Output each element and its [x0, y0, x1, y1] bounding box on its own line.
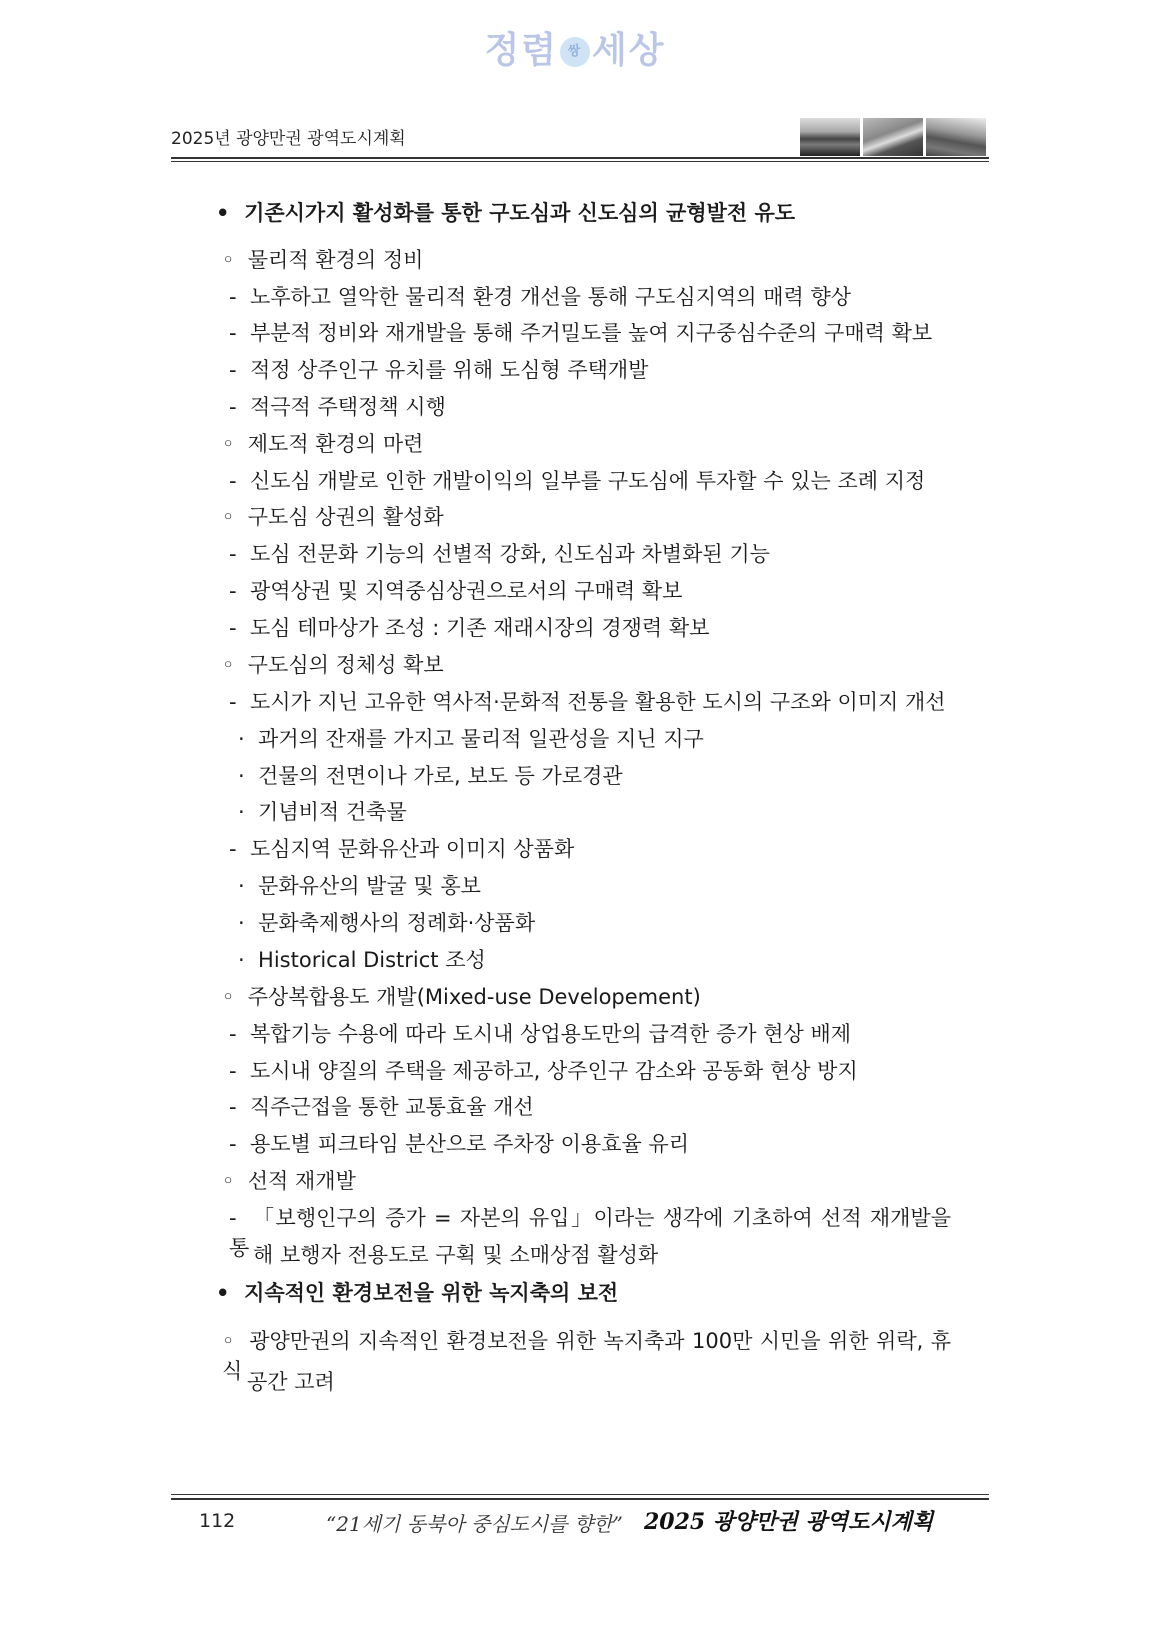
line-text: 「보행인구의 증가 = 자본의 유입」이라는 생각에 기초하여 선적 재개발을 통	[229, 1206, 951, 1260]
line-text: Historical District 조성	[258, 948, 486, 972]
dash-item	[229, 539, 770, 569]
line-text: 도심 테마상가 조성 : 기존 재래시장의 경쟁력 확보	[249, 616, 710, 640]
dash-marker: -	[229, 395, 237, 419]
dot-item	[238, 761, 623, 791]
circle-marker: ◦	[222, 985, 235, 1009]
circle-item	[222, 502, 444, 532]
line-text: 공간 고려	[247, 1370, 335, 1394]
line-text: 건물의 전면이나 가로, 보도 등 가로경관	[258, 764, 623, 788]
circle-item	[222, 245, 423, 275]
dash-item	[229, 576, 682, 606]
dot-marker: ·	[238, 948, 245, 972]
line-text: 과거의 잔재를 가지고 물리적 일관성을 지닌 지구	[258, 727, 704, 751]
line-text: 구도심의 정체성 확보	[247, 653, 444, 677]
dash-marker: -	[229, 837, 237, 861]
dash-item	[229, 1092, 534, 1122]
dash-marker: -	[229, 690, 237, 714]
dot-item	[238, 797, 407, 827]
dot-item	[238, 945, 486, 975]
circle-marker: ◦	[222, 248, 235, 272]
header-photo-river	[863, 118, 923, 156]
header-photo-harbor	[800, 118, 860, 156]
circle-item	[222, 650, 444, 680]
dash-marker: -	[229, 616, 237, 640]
dash-marker: -	[229, 1095, 237, 1119]
line-text: 구도심 상권의 활성화	[247, 505, 444, 529]
line-text: 도심지역 문화유산과 이미지 상품화	[249, 837, 575, 861]
dash-marker: -	[229, 358, 237, 382]
dash-item	[229, 1056, 858, 1086]
footer-rule-thin	[171, 1494, 989, 1495]
header-photo-city	[926, 118, 986, 156]
dash-item	[229, 466, 925, 496]
line-text: 도시가 지닌 고유한 역사적·문화적 전통을 활용한 도시의 구조와 이미지 개선	[249, 690, 946, 714]
line-text: 주상복합용도 개발(Mixed-use Developement)	[247, 985, 701, 1009]
dash-item	[229, 1019, 851, 1049]
header-rule-thin	[171, 161, 989, 162]
line-text: 도시내 양질의 주택을 제공하고, 상주인구 감소와 공동화 현상 방지	[249, 1059, 858, 1083]
site-watermark	[0, 22, 1150, 73]
circle-item	[222, 982, 701, 1012]
line-text: 신도심 개발로 인한 개발이익의 일부를 구도심에 투자할 수 있는 조례 지정	[249, 469, 926, 493]
dash-marker: -	[229, 542, 237, 566]
running-header-title: 2025년 광양만권 광역도시계획	[171, 129, 406, 149]
line-text: 광양만권의 지속적인 환경보전을 위한 녹지축과 100만 시민을 위한 위락, 휴식	[222, 1329, 951, 1383]
line-text: 노후하고 열악한 물리적 환경 개선을 통해 구도심지역의 매력 향상	[249, 285, 852, 309]
page-number: 112	[199, 1510, 236, 1532]
dot-item	[238, 724, 704, 754]
line-text: 용도별 피크타임 분산으로 주차장 이용효율 유리	[249, 1132, 690, 1156]
dot-marker: ·	[238, 764, 245, 788]
footer-document-title: 2025 광양만권 광역도시계획	[644, 1509, 934, 1535]
dash-item	[229, 1129, 689, 1159]
bullet-heading	[216, 198, 795, 228]
dash-item	[229, 282, 851, 312]
watermark-left: 정렴	[484, 30, 558, 71]
circle-marker: ◦	[222, 1329, 235, 1353]
dash-marker: -	[229, 579, 237, 603]
dash-item	[229, 613, 709, 643]
circle-marker: ◦	[222, 1169, 235, 1193]
circle-item	[222, 1166, 356, 1196]
dash-item	[229, 392, 446, 422]
dash-item	[229, 355, 648, 385]
watermark-badge-icon: 쌍	[560, 37, 590, 67]
line-text: 광역상권 및 지역중심상권으로서의 구매력 확보	[249, 579, 683, 603]
line-text: 해 보행자 전용도로 구획 및 소매상점 활성화	[253, 1243, 659, 1267]
dot-marker: ·	[238, 800, 245, 824]
line-text: 물리적 환경의 정비	[247, 248, 424, 272]
watermark-right: 세상	[592, 30, 666, 71]
dash-marker: -	[229, 285, 237, 309]
continuation-line	[247, 1367, 335, 1397]
line-text: 적극적 주택정책 시행	[249, 395, 446, 419]
line-text: 문화유산의 발굴 및 홍보	[258, 874, 481, 898]
line-text: 제도적 환경의 마련	[247, 432, 424, 456]
line-text: 적정 상주인구 유치를 위해 도심형 주택개발	[249, 358, 649, 382]
footer-rule	[171, 1498, 989, 1500]
continuation-line	[253, 1240, 658, 1270]
dash-marker: -	[229, 321, 237, 345]
dash-marker: -	[229, 469, 237, 493]
circle-marker: ◦	[222, 432, 235, 456]
bullet-heading	[216, 1278, 618, 1308]
dash-marker: -	[229, 1059, 237, 1083]
line-text: 복합기능 수용에 따라 도시내 상업용도만의 급격한 증가 현상 배제	[249, 1022, 852, 1046]
dot-item	[238, 871, 481, 901]
line-text: 문화축제행사의 정례화·상품화	[258, 911, 536, 935]
bullet-marker: •	[216, 1281, 230, 1305]
line-text: 선적 재개발	[247, 1169, 356, 1193]
header-rule	[171, 157, 989, 159]
footer-slogan: “21세기 동북아 중심도시를 향한”	[326, 1512, 623, 1536]
circle-marker: ◦	[222, 653, 235, 677]
line-text: 기념비적 건축물	[258, 800, 407, 824]
dash-item	[229, 834, 574, 864]
dash-item	[229, 687, 946, 717]
dot-item	[238, 908, 535, 938]
dot-marker: ·	[238, 727, 245, 751]
dash-item	[229, 318, 932, 348]
line-text: 직주근접을 통한 교통효율 개선	[249, 1095, 534, 1119]
header-photo-strip	[800, 118, 986, 156]
dot-marker: ·	[238, 874, 245, 898]
bullet-marker: •	[216, 201, 230, 225]
circle-marker: ◦	[222, 505, 235, 529]
circle-item	[222, 429, 423, 459]
line-text: 도심 전문화 기능의 선별적 강화, 신도심과 차별화된 기능	[249, 542, 770, 566]
dash-marker: -	[229, 1206, 237, 1230]
dot-marker: ·	[238, 911, 245, 935]
line-text: 지속적인 환경보전을 위한 녹지축의 보전	[244, 1281, 619, 1305]
line-text: 부분적 정비와 재개발을 통해 주거밀도를 높여 지구중심수준의 구매력 확보	[249, 321, 933, 345]
line-text: 기존시가지 활성화를 통한 구도심과 신도심의 균형발전 유도	[244, 201, 796, 225]
dash-marker: -	[229, 1022, 237, 1046]
dash-marker: -	[229, 1132, 237, 1156]
